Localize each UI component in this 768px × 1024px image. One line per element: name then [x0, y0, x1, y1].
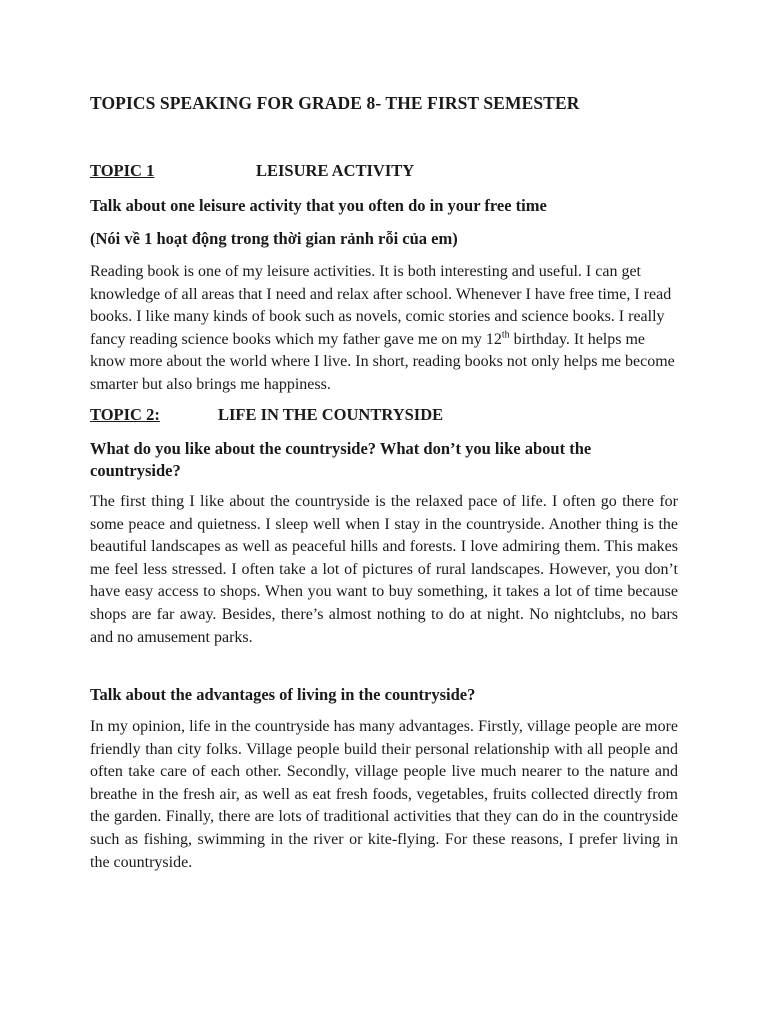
topic-1-name: LEISURE ACTIVITY: [256, 161, 415, 180]
topic-2-answer-1: The first thing I like about the countryside is the relaxed pace of life. I often go there for some peace and quietness. I sleep well when I stay in the countryside. Another thing is the beautiful landscapes as well as peaceful hills and forests. I love admiring them. This makes me feel less stressed. I often take a lot of pictures of rural landscapes. However, you don’t have easy access to shops. When you want to buy something, it takes a lot of time because shops are far away. Besides, there’s almost nothing to do at night. No nightclubs, no bars and no amusement parks.: [90, 493, 678, 646]
document-title: TOPICS SPEAKING FOR GRADE 8- THE FIRST SEMESTER: [90, 93, 580, 113]
topic-2-number: TOPIC 2:: [90, 405, 160, 424]
topic-1-heading: [90, 161, 415, 181]
topic-1-answer: [90, 261, 678, 397]
topic-2-heading: [90, 405, 444, 425]
topic-1-answer-part2: birthday. It helps me know more about the world where I live. In short, reading books not only helps me become smarter but also brings me happiness.: [90, 330, 675, 393]
topic-2-answer-2: In my opinion, life in the countryside has many advantages. Firstly, village people are more friendly than city folks. Village people build their personal relationship with all people and often take care of each other. Secondly, village people live much nearer to the nature and breathe in the fresh air, as well as eat fresh foods, vegetables, fruits collected directly from the garden. Finally, there are lots of traditional activities that they can do in the countryside such as fishing, swimming in the river or kite-flying. For these reasons, I prefer living in the countryside.: [90, 718, 678, 871]
topic-1-translation: (Nói về 1 hoạt động trong thời gian rảnh rỗi của em): [90, 229, 458, 248]
topic-2-question-2: Talk about the advantages of living in the countryside?: [90, 685, 476, 704]
topic-1-answer-part1: Reading book is one of my leisure activities. It is both interesting and useful. I can get knowledge of all areas that I need and relax after school. Whenever I have free time, I read books. I like many kinds of book such as novels, comic stories and science books. I really fancy reading science books which my father gave me on my 12: [90, 263, 672, 348]
topic-1-answer-sup: th: [501, 329, 510, 341]
topic-1-question: Talk about one leisure activity that you often do in your free time: [90, 196, 547, 215]
topic-2-question-1: What do you like about the countryside? What don’t you like about the countryside?: [90, 439, 592, 480]
topic-1-number: TOPIC 1: [90, 161, 155, 180]
topic-2-name: LIFE IN THE COUNTRYSIDE: [218, 405, 444, 424]
